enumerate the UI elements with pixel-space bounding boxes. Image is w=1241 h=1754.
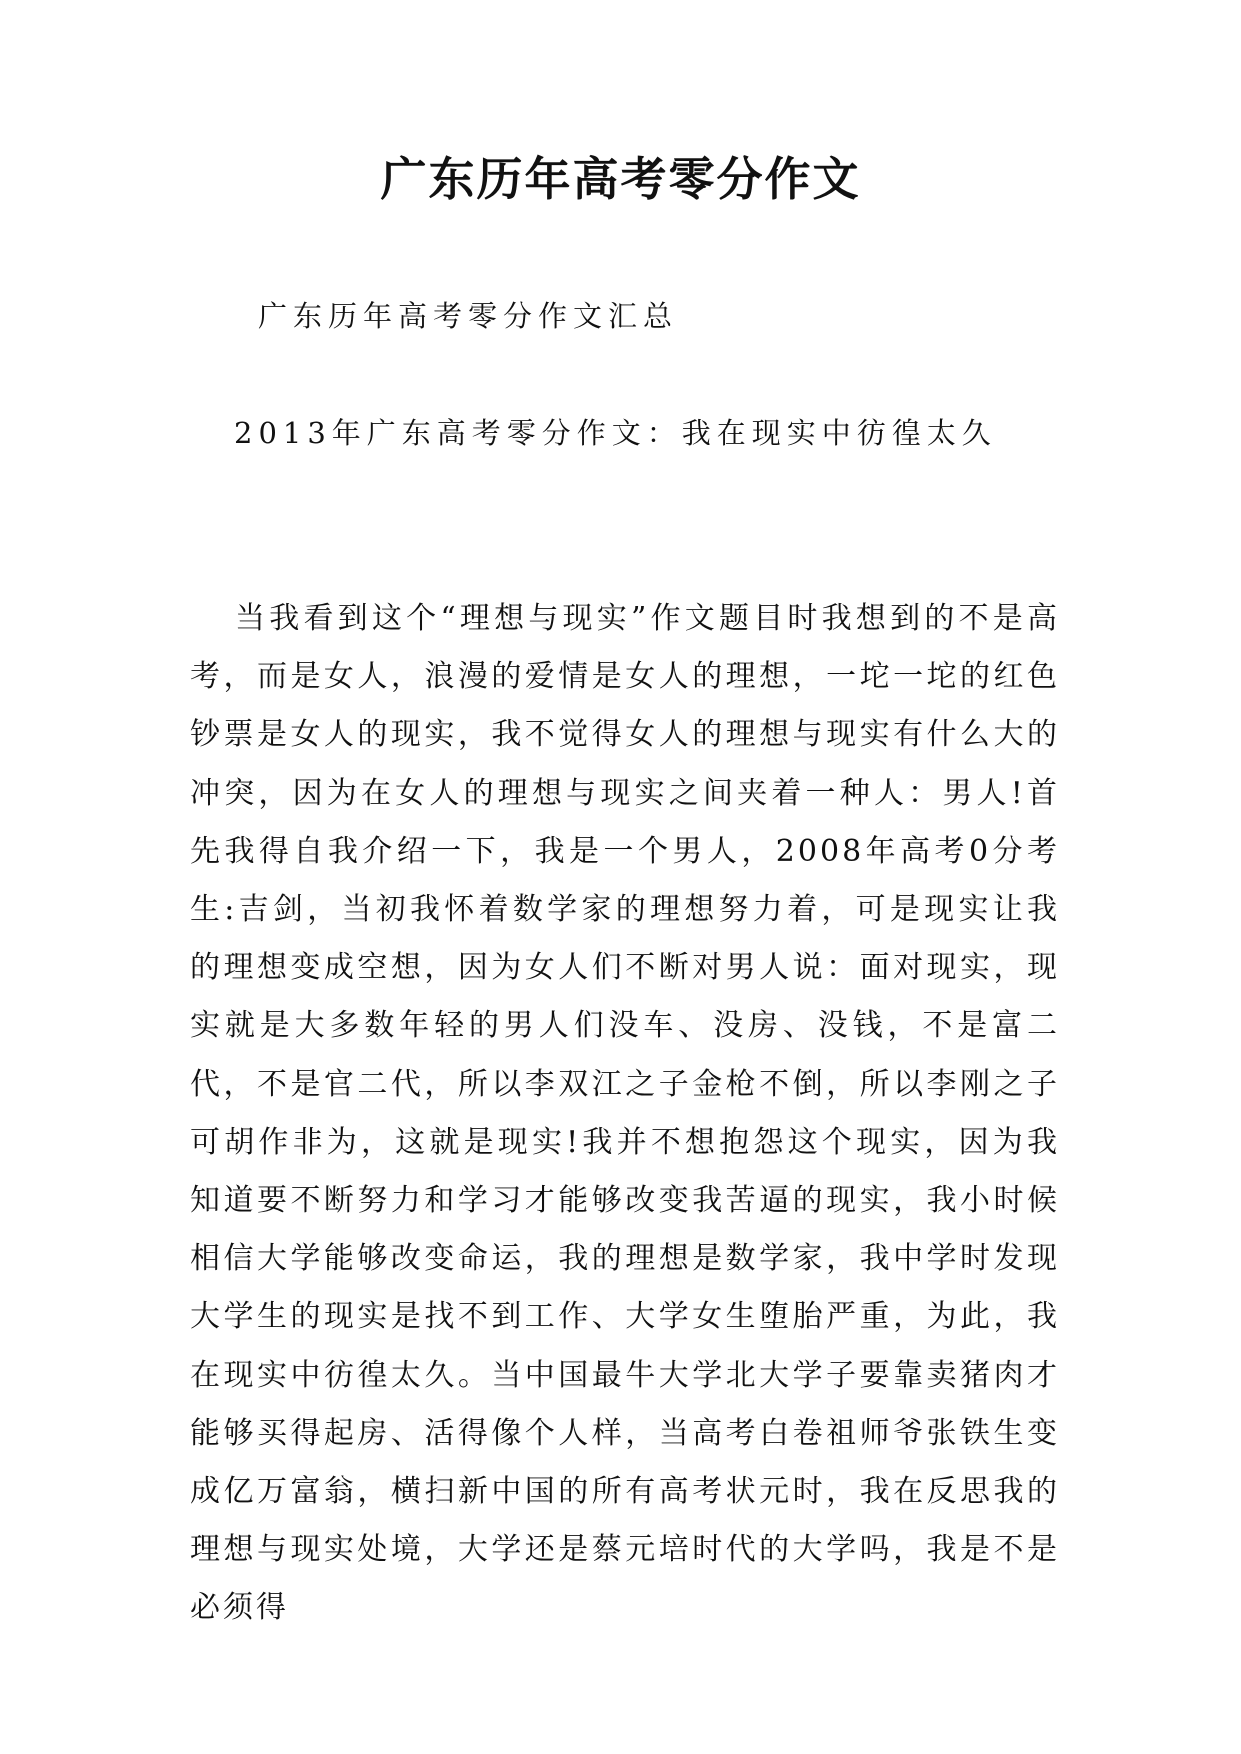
essay-heading: 2013年广东高考零分作文：我在现实中彷徨太久 bbox=[234, 416, 997, 450]
document-title: 广东历年高考零分作文 bbox=[380, 152, 861, 206]
document-subtitle: 广东历年高考零分作文汇总 bbox=[258, 299, 679, 333]
essay-body: 当我看到这个“理想与现实”作文题目时我想到的不是高考，而是女人，浪漫的爱情是女人的理想，一坨一坨的红色钞票是女人的现实，我不觉得女人的理想与现实有什么大的冲突，因为在女人的理想与现实之间夹着一种人：男人!首先我得自我介绍一下，我是一个男人，2008年高考0分考生:吉剑，当初我怀着数学家的理想努力着，可是现实让我的理想变成空想，因为女人们不断对男人说：面对现实，现实就是大多数年轻的男人们没车、没房、没钱，不是富二代，不是官二代，所以李双江之子金枪不倒，所以李刚之子可胡作非为，这就是现实!我并不想抱怨这个现实，因为我知道要不断努力和学习才能够改变我苦逼的现实，我小时候相信大学能够改变命运，我的理想是数学家，我中学时发现大学生的现实是找不到工作、大学女生堕胎严重，为此，我在现实中彷徨太久。当中国最牛大学北大学子要靠卖猪肉才能够买得起房、活得像个人样，当高考白卷祖师爷张铁生变成亿万富翁，横扫新中国的所有高考状元时，我在反思我的理想与现实处境，大学还是蔡元培时代的大学吗，我是不是必须得 bbox=[190, 601, 1060, 1626]
